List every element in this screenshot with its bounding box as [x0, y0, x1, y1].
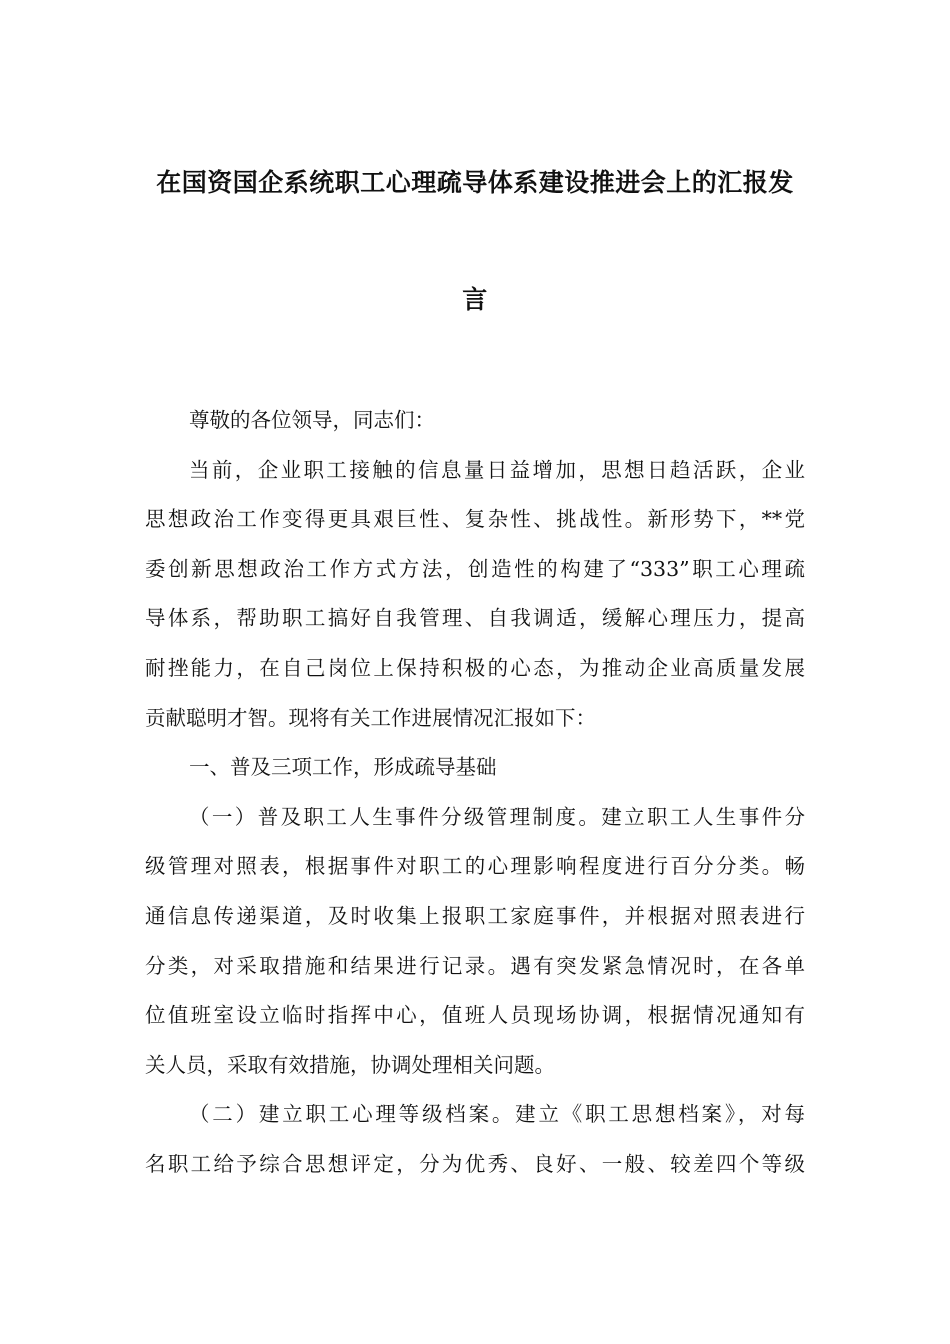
document-body [145, 396, 805, 1190]
body-line: 分类，对采取措施和结果进行记录。遇有突发紧急情况时，在各单 [145, 953, 805, 978]
body-line: 级管理对照表，根据事件对职工的心理影响程度进行百分分类。畅 [145, 854, 805, 879]
body-line: 导体系，帮助职工搞好自我管理、自我调适，缓解心理压力，提高 [145, 606, 805, 631]
subsection-line: （一）普及职工人生事件分级管理制度。建立职工人生事件分 [189, 804, 805, 829]
body-line: 关人员，采取有效措施，协调处理相关问题。 [145, 1052, 555, 1077]
body-line: 位值班室设立临时指挥中心，值班人员现场协调，根据情况通知有 [145, 1003, 805, 1028]
section-heading: 一、普及三项工作，形成疏导基础 [189, 755, 497, 780]
body-line: 耐挫能力，在自己岗位上保持积极的心态，为推动企业高质量发展 [145, 655, 805, 680]
body-line: 通信息传递渠道，及时收集上报职工家庭事件，并根据对照表进行 [145, 903, 805, 928]
body-line: 当前，企业职工接触的信息量日益增加，思想日趋活跃，企业 [189, 457, 805, 482]
document-title-line-1: 在国资国企系统职工心理疏导体系建设推进会上的汇报发 [156, 168, 794, 197]
body-line: 思想政治工作变得更具艰巨性、复杂性、挑战性。新形势下，**党 [145, 507, 805, 532]
body-line: 名职工给予综合思想评定，分为优秀、良好、一般、较差四个等级 [145, 1151, 805, 1176]
salutation: 尊敬的各位领导，同志们： [189, 408, 435, 432]
subsection-line: （二）建立职工心理等级档案。建立《职工思想档案》，对每 [189, 1102, 805, 1127]
body-line: 贡献聪明才智。现将有关工作进展情况汇报如下： [145, 705, 596, 730]
document-title-line-2: 言 [462, 285, 488, 314]
body-line: 委创新思想政治工作方式方法，创造性的构建了“333”职工心理疏 [145, 556, 805, 581]
